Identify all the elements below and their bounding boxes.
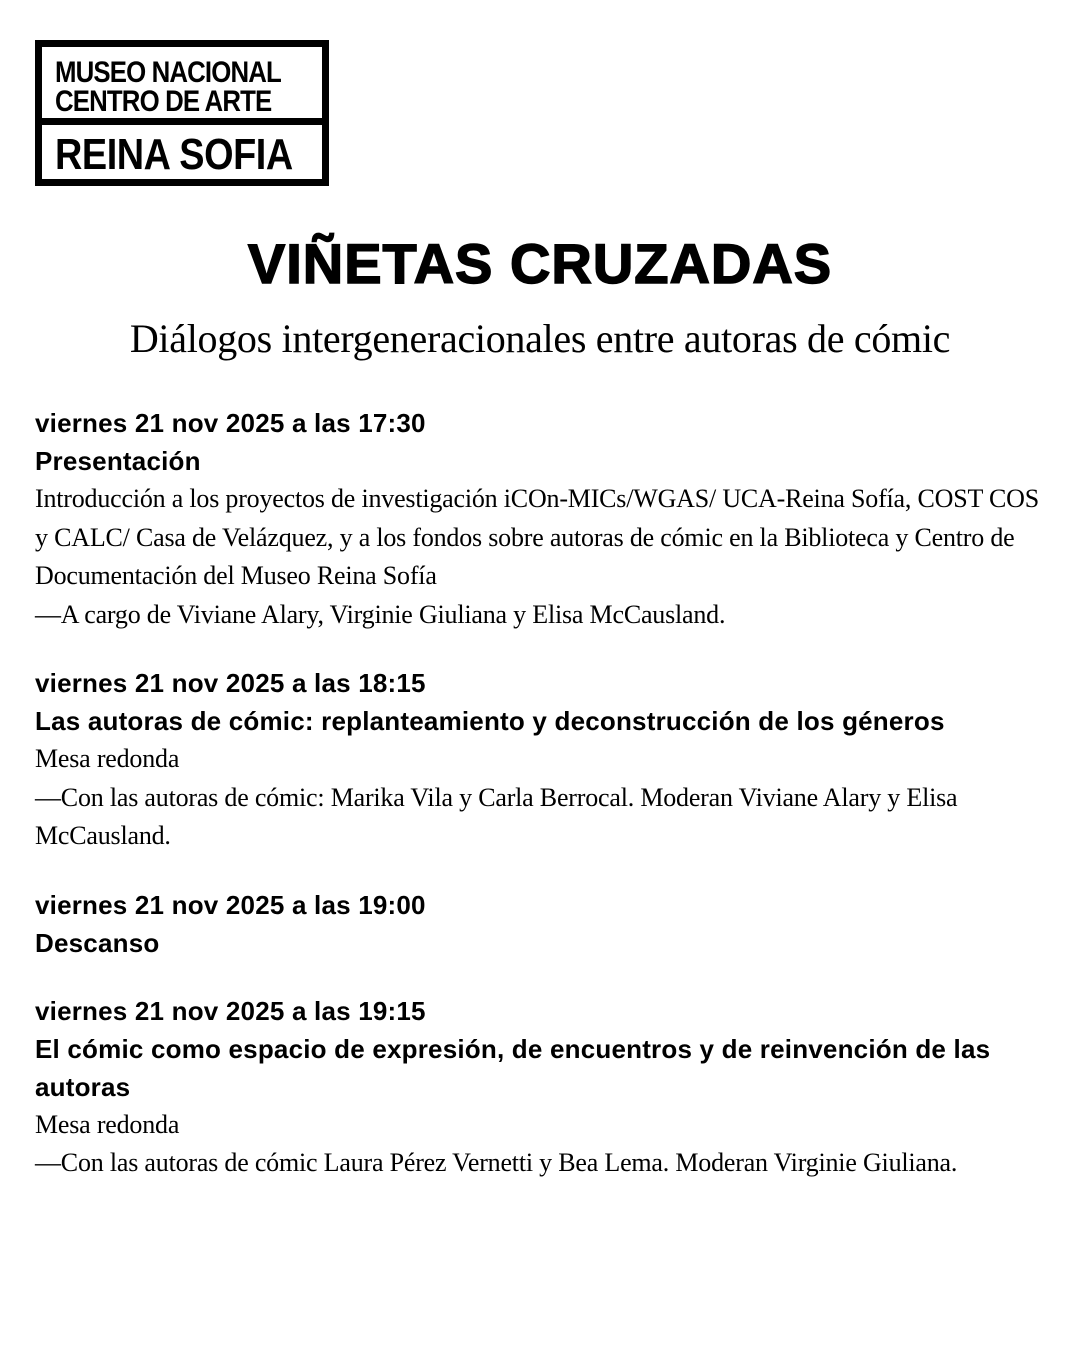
logo-line-3: REINA SOFIA bbox=[55, 130, 293, 179]
logo-line-2: CENTRO DE ARTE bbox=[55, 85, 272, 118]
event-item bbox=[35, 404, 1050, 634]
event-participants: —A cargo de Viviane Alary, Virginie Giuliana y Elisa McCausland. bbox=[35, 599, 726, 629]
event-description: Introducción a los proyectos de investigación iCOn-MICs/WGAS/ UCA-Reina Sofía, COST COS y CALC/ Casa de Velázquez, y a los fondos sobre autoras de cómic en la Biblioteca y Centro de Documentación del Museo Reina Sofía bbox=[35, 484, 1039, 590]
event-datetime: viernes 21 nov 2025 a las 19:00 bbox=[35, 889, 426, 920]
event-item bbox=[35, 992, 1050, 1183]
event-datetime: viernes 21 nov 2025 a las 19:15 bbox=[35, 995, 426, 1026]
event-participants: —Con las autoras de cómic: Marika Vila y Carla Berrocal. Moderan Viviane Alary y Elisa McCausland. bbox=[35, 782, 958, 850]
event-title: Presentación bbox=[35, 446, 201, 476]
event-title: Descanso bbox=[35, 927, 160, 958]
page-title: VIÑETAS CRUZADAS bbox=[247, 232, 833, 295]
logo-line-1: MUSEO NACIONAL bbox=[55, 56, 281, 89]
event-item bbox=[35, 664, 1050, 856]
event-title: El cómic como espacio de expresión, de encuentros y de reinvención de las autoras bbox=[35, 1033, 991, 1102]
event-description: Mesa redonda bbox=[35, 744, 180, 773]
event-description: Mesa redonda bbox=[35, 1109, 180, 1139]
museum-logo bbox=[35, 40, 329, 186]
event-title: Las autoras de cómic: replanteamiento y deconstrucción de los géneros bbox=[35, 706, 945, 736]
event-item bbox=[35, 886, 1050, 962]
event-schedule bbox=[35, 404, 1050, 1213]
logo-top-block bbox=[42, 47, 322, 125]
event-datetime: viernes 21 nov 2025 a las 18:15 bbox=[35, 668, 426, 698]
event-datetime: viernes 21 nov 2025 a las 17:30 bbox=[35, 408, 426, 438]
page-subtitle: Diálogos intergeneracionales entre autoras de cómic bbox=[129, 316, 951, 361]
event-participants: —Con las autoras de cómic Laura Pérez Vernetti y Bea Lema. Moderan Virginie Giuliana. bbox=[35, 1148, 958, 1177]
